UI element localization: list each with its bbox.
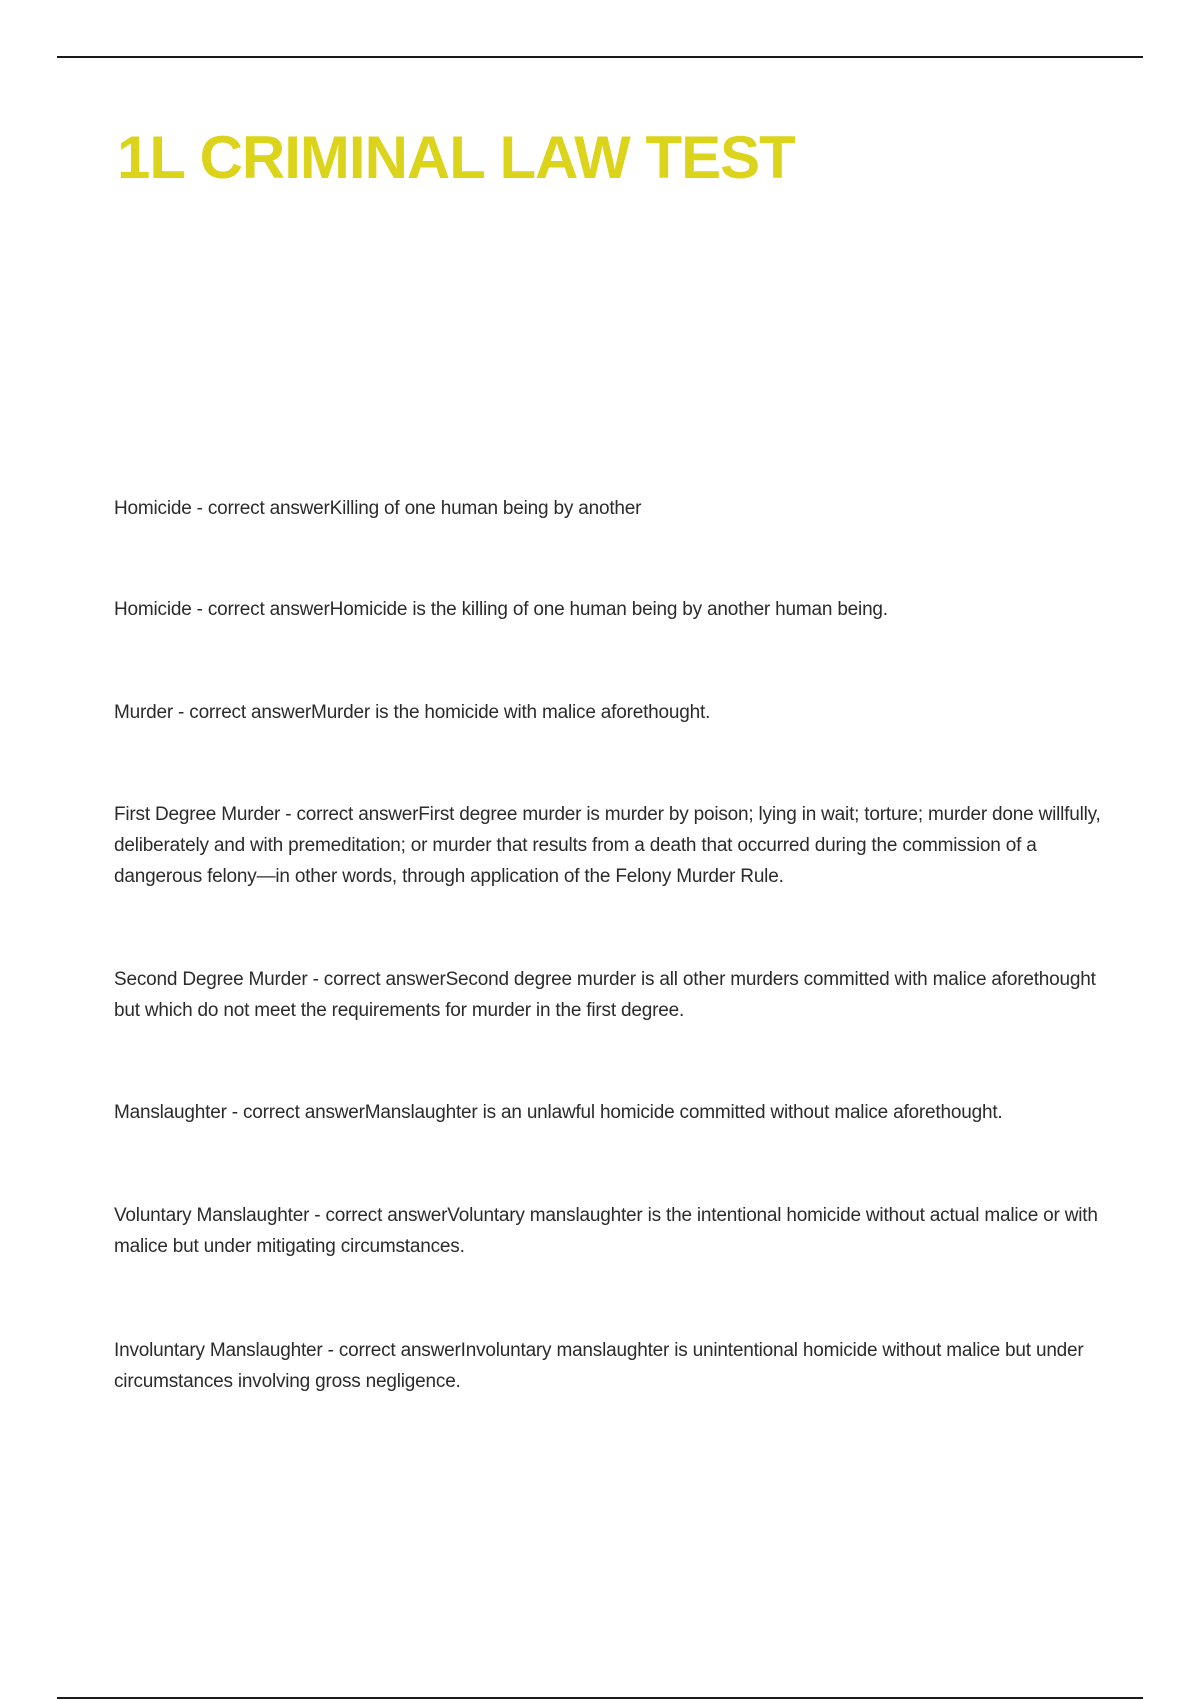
flashcard-entry-murder: Murder - correct answerMurder is the homicide with malice aforethought.	[114, 702, 711, 723]
flashcard-entry-manslaughter: Manslaughter - correct answerManslaughter is an unlawful homicide committed without malice aforethought.	[114, 1102, 1003, 1123]
flashcard-entry-first-degree-murder: First Degree Murder - correct answerFirst degree murder is murder by poison; lying in wait; torture; murder done willfully, deliberately and with premeditation; or murder that results from a death that occurred during the commission of a dangerous felony—in other words, through application of the Felony Murder Rule.	[114, 804, 1101, 887]
flashcard-entry-homicide-2: Homicide - correct answerHomicide is the killing of one human being by another human being.	[114, 599, 888, 620]
flashcard-entry-homicide-1: Homicide - correct answerKilling of one human being by another	[114, 498, 642, 519]
flashcard-entry-involuntary-manslaughter: Involuntary Manslaughter - correct answerInvoluntary manslaughter is unintentional homicide without malice but under circumstances involving gross negligence.	[114, 1340, 1084, 1392]
top-divider	[57, 56, 1143, 58]
flashcard-entry-voluntary-manslaughter: Voluntary Manslaughter - correct answerVoluntary manslaughter is the intentional homicide without actual malice or with malice but under mitigating circumstances.	[114, 1205, 1098, 1257]
bottom-divider	[57, 1697, 1143, 1699]
flashcard-entry-second-degree-murder: Second Degree Murder - correct answerSecond degree murder is all other murders committed with malice aforethought but which do not meet the requirements for murder in the first degree.	[114, 969, 1096, 1021]
document-title: 1L CRIMINAL LAW TEST	[117, 124, 795, 191]
